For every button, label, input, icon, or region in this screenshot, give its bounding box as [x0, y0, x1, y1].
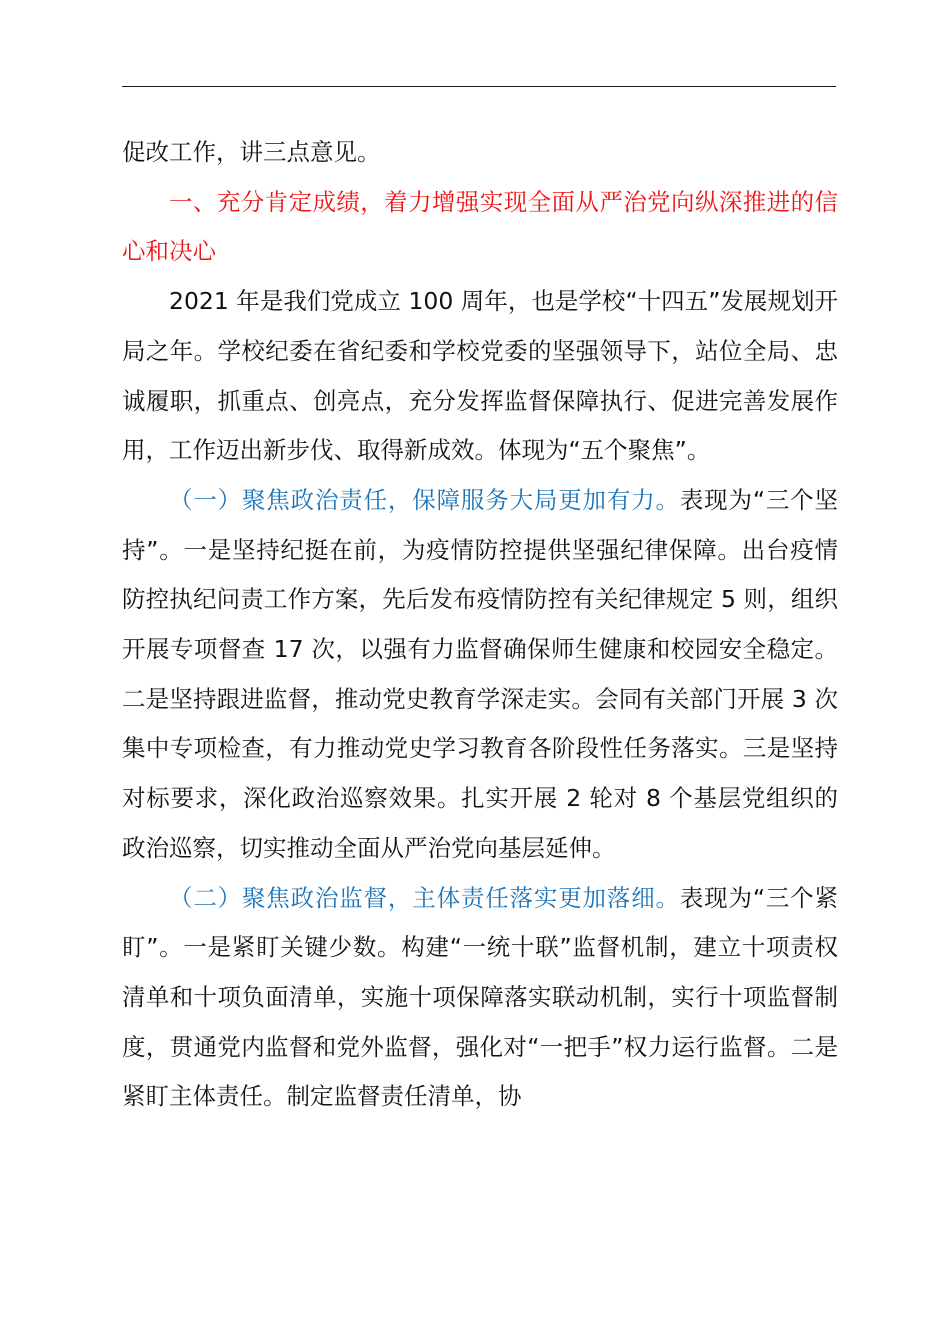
subheading-1-body: 表现为“三个坚持”。一是坚持纪挺在前，为疫情防控提供坚强纪律保障。出台疫情防控执纪问责工作方案，先后发布疫情防控有关纪律规定 5 则，组织开展专项督查 17 次，以强有力监督确保师生健康和校园安全稳定。二是坚持跟进监督，推动党史教育学深走实。会同有关部门开展 3 次集中专项检查，有力推动党史学习教育各阶段性任务落实。三是坚持对标要求，深化政治巡察效果。扎实开展 2 轮对 8 个基层党组织的政治巡察，切实推动全面从严治党向基层延伸。 [122, 485, 838, 862]
document-body [122, 128, 838, 1122]
subheading-1: （一）聚焦政治责任，保障服务大局更加有力。 [169, 485, 680, 514]
subheading-2-body: 表现为“三个紧盯”。一是紧盯关键少数。构建“一统十联”监督机制，建立十项责权清单和十项负面清单，实施十项保障落实联动机制，实行十项监督制度，贯通党内监督和党外监督，强化对“一把手”权力运行监督。二是紧盯主体责任。制定监督责任清单，协 [122, 883, 838, 1111]
section-heading-1: 一、充分肯定成绩，着力增强实现全面从严治党向纵深推进的信心和决心 [122, 187, 838, 266]
header-rule [122, 86, 836, 87]
opening-line: 促改工作，讲三点意见。 [122, 138, 381, 166]
paragraph-political-supervision [122, 874, 838, 1123]
subheading-2: （二）聚焦政治监督，主体责任落实更加落细。 [169, 883, 680, 912]
paragraph-political-responsibility [122, 476, 838, 874]
paragraph-2021-overview: 2021 年是我们党成立 100 周年，也是学校“十四五”发展规划开局之年。学校纪委在省纪委和学校党委的坚强领导下，站位全局、忠诚履职，抓重点、创亮点，充分发挥监督保障执行、促进完善发展作用，工作迈出新步伐、取得新成效。体现为“五个聚焦”。 [122, 287, 838, 465]
